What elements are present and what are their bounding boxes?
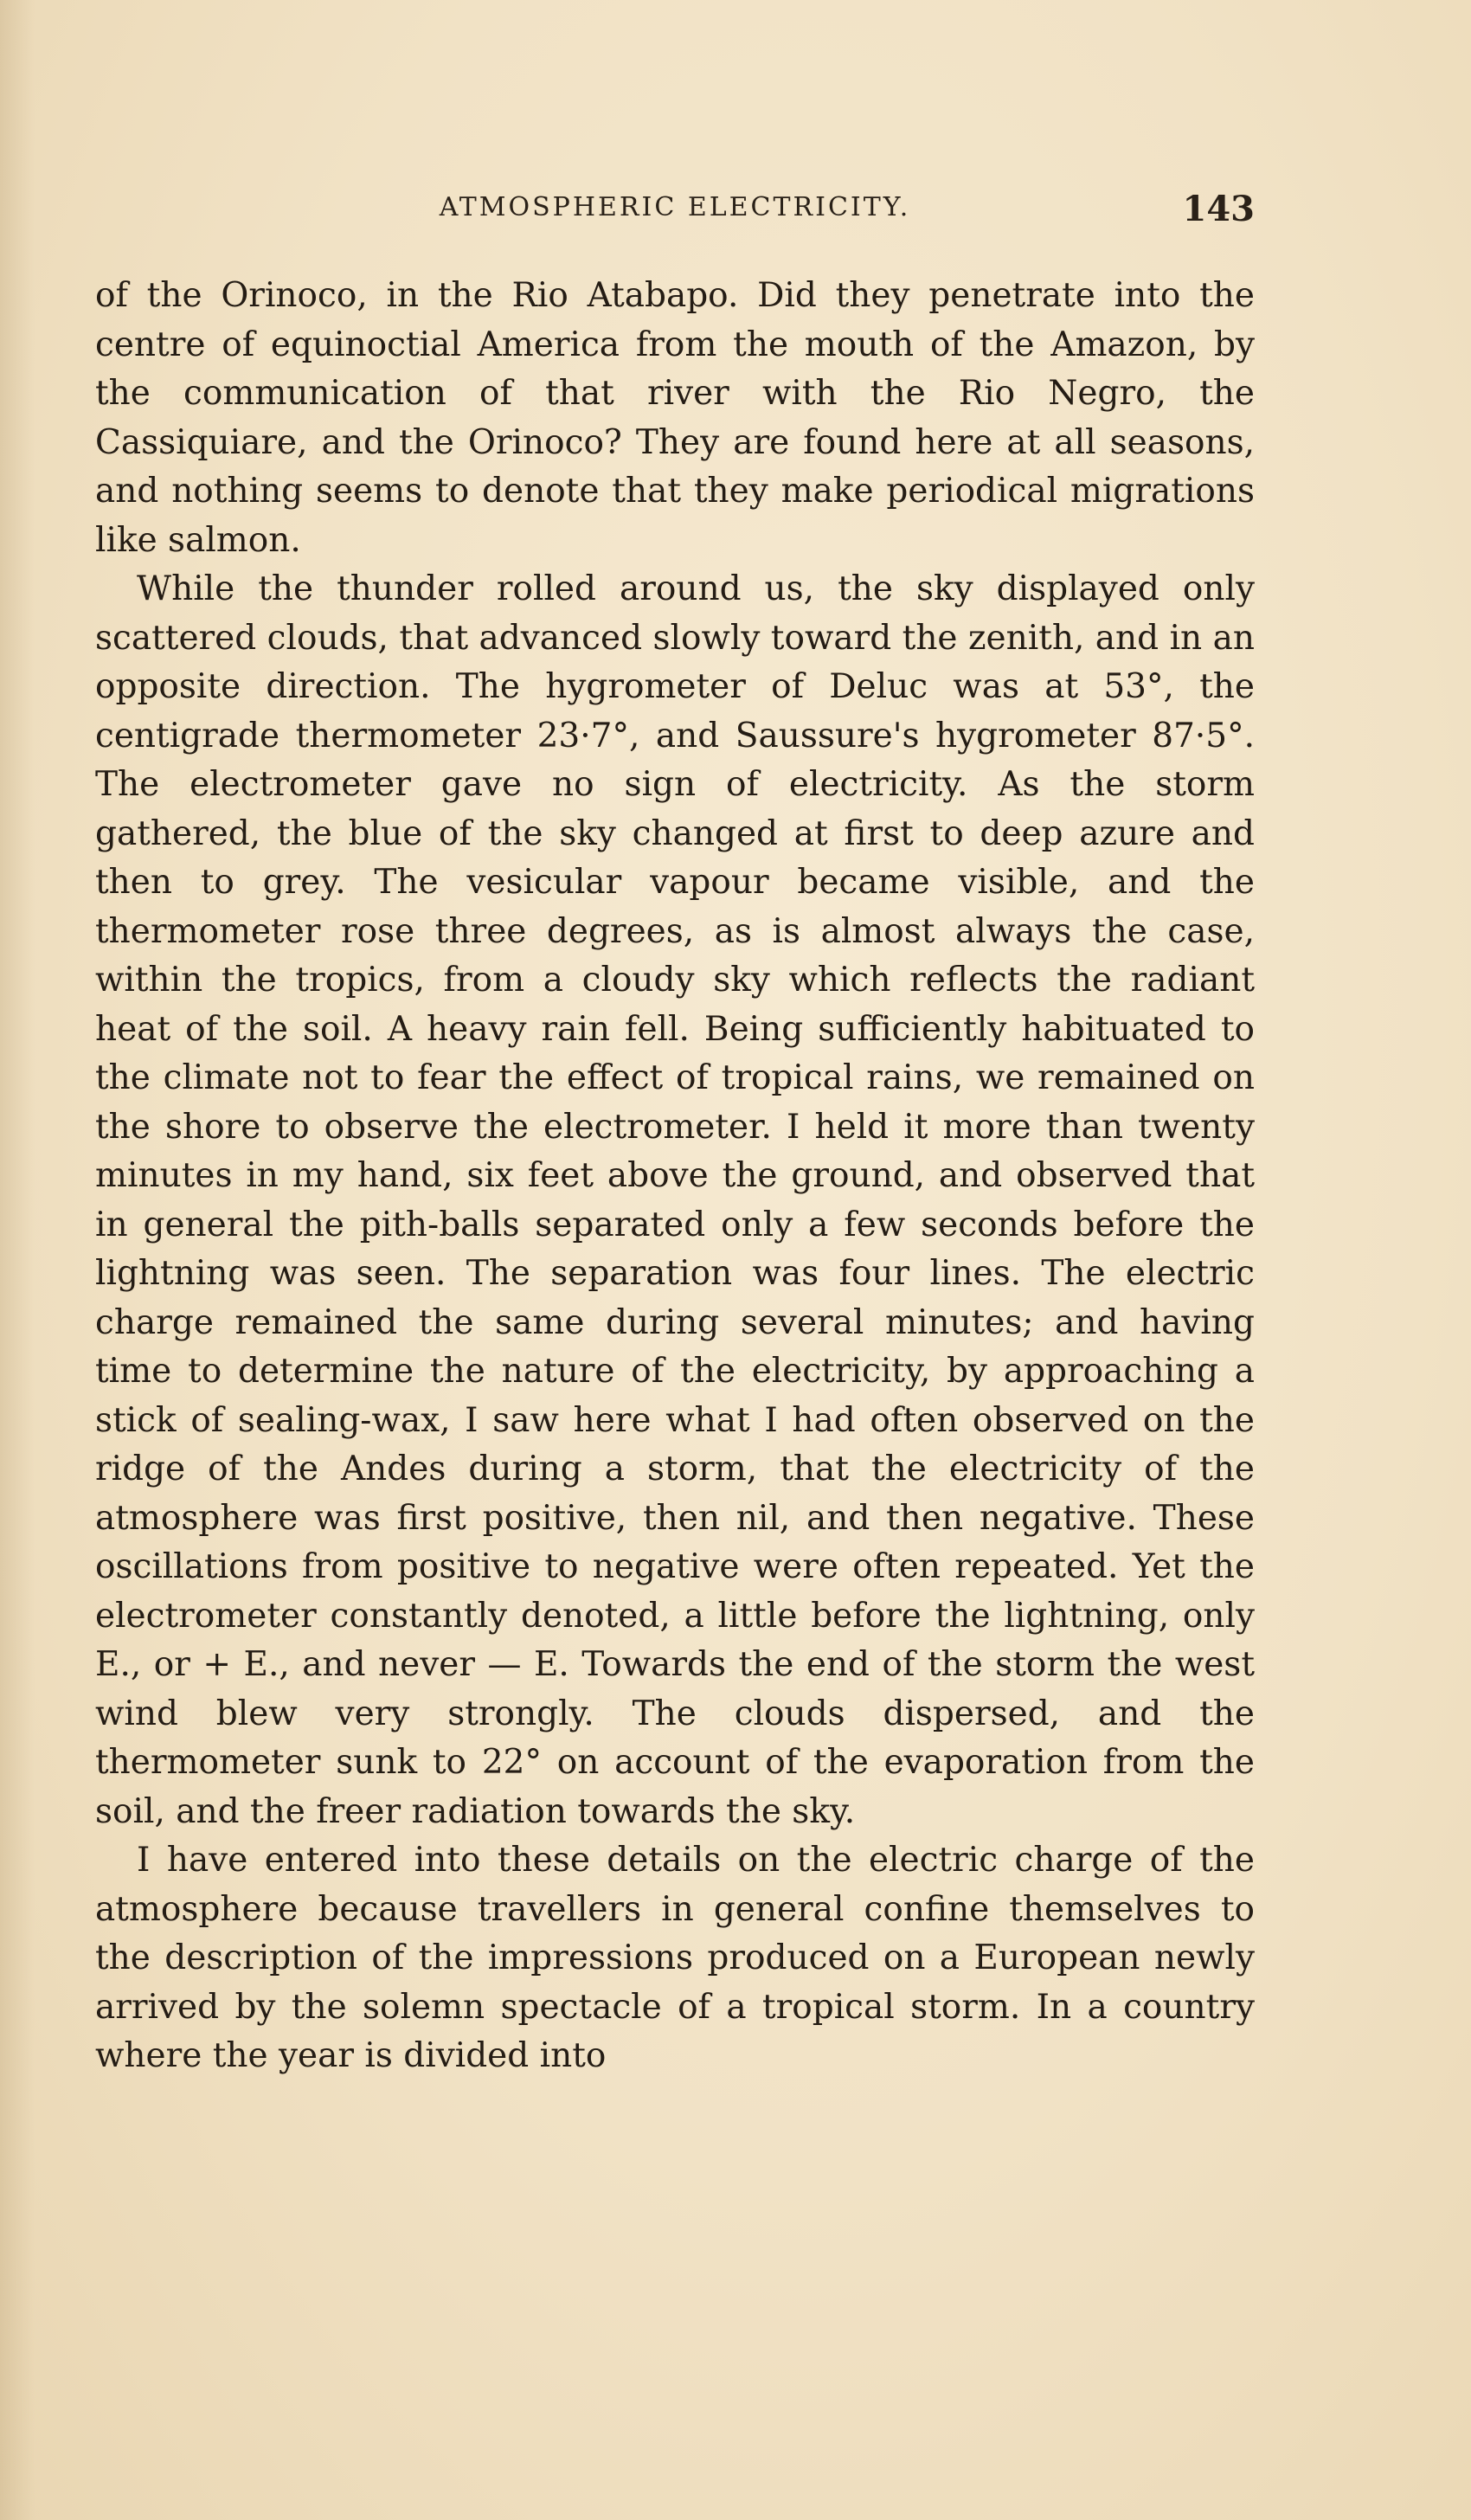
paragraph-continuation: of the Orinoco, in the Rio Atabapo. Did they penetrate into the centre of equinoctial America from the mouth of the Amazon, by the communication of that river with the Rio Negro, the Cassiquiare, and the Orinoco? They are found here at all seasons, and nothing seems to denote that they make periodical migrations like salmon. (95, 276, 1255, 560)
page-number: 143 (1182, 189, 1255, 229)
body-text (95, 272, 1255, 2081)
paragraph-electric-charge: I have entered into these details on the electric charge of the atmosphere because travellers in general confine themselves to the description of the impressions produced on a European newly arrived by the solemn spectacle of a tropical storm. In a country where the year is divided into (95, 1841, 1255, 2075)
page-header (95, 189, 1255, 241)
page-gutter-shade (0, 0, 35, 2520)
paragraph-storm-observation: While the thunder rolled around us, the sky displayed only scattered clouds, that advanced slowly toward the zenith, and in an opposite direction. The hygrometer of Deluc was at 53°, the centigrade thermometer 23·7°, and Saussure's hygrometer 87·5°. The electrometer gave no sign of electricity. As the storm gathered, the blue of the sky changed at first to deep azure and then to grey. The vesicular vapour became visible, and the thermometer rose three degrees, as is almost always the case, within the tropics, from a cloudy sky which reflects the radiant heat of the soil. A heavy rain fell. Being sufficiently habituated to the climate not to fear the effect of tropical rains, we remained on the shore to observe the electrometer. I held it more than twenty minutes in my hand, six feet above the ground, and observed that in general the pith-balls separated only a few seconds before the lightning was seen. The separation was four lines. The electric charge remained the same during several minutes; and having time to determine the nature of the electricity, by approaching a stick of sealing-wax, I saw here what I had often observed on the ridge of the Andes during a storm, that the electricity of the atmosphere was first positive, then nil, and then negative. These oscillations from positive to negative were often repeated. Yet the electrometer constantly denoted, a little before the lightning, only E., or + E., and never — E. Towards the end of the storm the west wind blew very strongly. The clouds dispersed, and the thermometer sunk to 22° on account of the evaporation from the soil, and the freer radiation towards the sky. (95, 569, 1255, 1831)
running-head: ATMOSPHERIC ELECTRICITY. (439, 192, 911, 222)
